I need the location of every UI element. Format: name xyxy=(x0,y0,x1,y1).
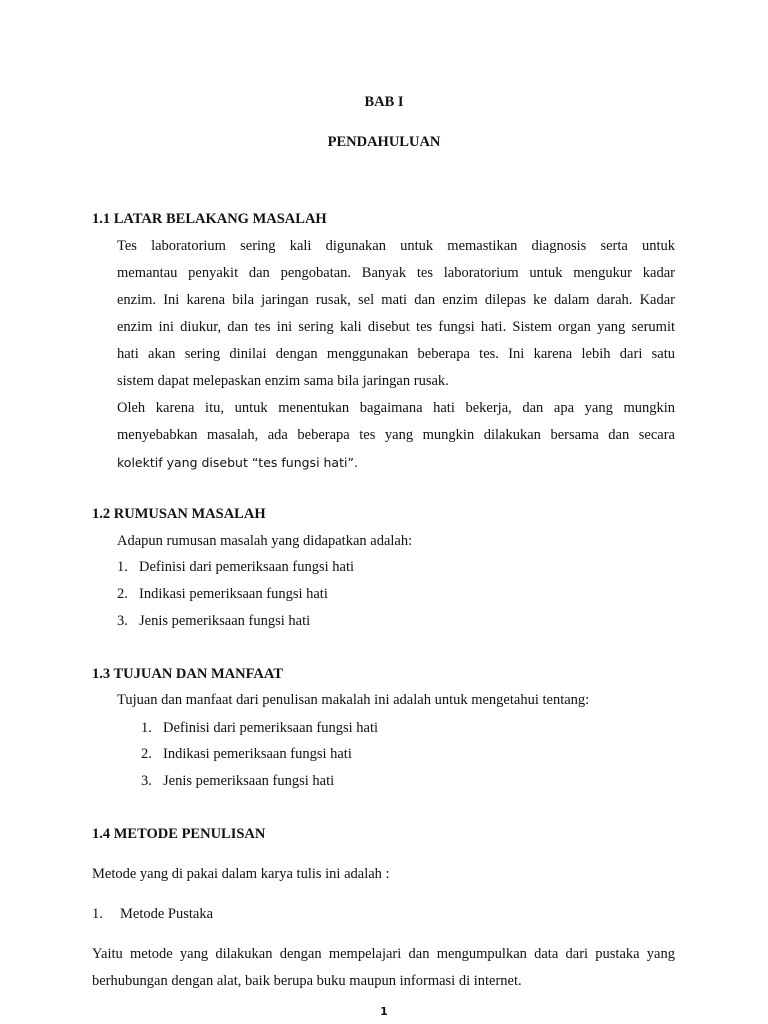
paragraph-line: menyebabkan masalah, ada beberapa tes yang mungkin dilakukan bersama dan secara xyxy=(117,427,675,443)
section-heading-tujuan-manfaat: 1.3 TUJUAN DAN MANFAAT xyxy=(92,666,283,682)
chapter-title: PENDAHULUAN xyxy=(327,134,441,150)
list-item-number: 2. xyxy=(117,586,128,602)
method-number: 1. xyxy=(92,906,103,922)
list-item xyxy=(141,746,352,763)
paragraph-line: sistem dapat melepaskan enzim sama bila jaringan rusak. xyxy=(117,373,449,389)
list-item-text: Jenis pemeriksaan fungsi hati xyxy=(163,773,335,789)
list-item-text: Indikasi pemeriksaan fungsi hati xyxy=(163,746,352,762)
section-intro: Adapun rumusan masalah yang didapatkan adalah: xyxy=(117,533,413,549)
list-item xyxy=(117,613,310,630)
paragraph-line: enzim. Ini karena bila jaringan rusak, sel mati dan enzim dilepas ke dalam darah. Kadar xyxy=(117,292,675,308)
chapter-label: BAB I xyxy=(364,94,404,110)
list-item-text: Indikasi pemeriksaan fungsi hati xyxy=(139,586,328,602)
method-name: Metode Pustaka xyxy=(120,906,214,922)
list-item-text: Definisi dari pemeriksaan fungsi hati xyxy=(163,720,379,736)
list-item-number: 1. xyxy=(141,720,152,736)
paragraph-line: memantau penyakit dan pengobatan. Banyak tes laboratorium untuk mengukur kadar xyxy=(117,265,675,281)
section-heading-rumusan-masalah: 1.2 RUMUSAN MASALAH xyxy=(92,506,266,522)
list-item xyxy=(141,773,334,790)
page-number: 1 xyxy=(380,1005,388,1018)
paragraph-line: hati akan sering dinilai dengan menggunakan beberapa tes. Ini karena lebih dari satu xyxy=(117,346,675,362)
section-intro: Metode yang di pakai dalam karya tulis ini adalah : xyxy=(92,866,390,882)
paragraph-line: enzim ini diukur, dan tes ini sering kali disebut tes fungsi hati. Sistem organ yang serumit xyxy=(117,319,675,335)
list-item xyxy=(117,586,328,603)
section-intro: Tujuan dan manfaat dari penulisan makalah ini adalah untuk mengetahui tentang: xyxy=(117,692,590,708)
paragraph-line: Yaitu metode yang dilakukan dengan mempelajari dan mengumpulkan data dari pustaka yang xyxy=(92,946,675,962)
list-item xyxy=(117,559,354,576)
list-item-number: 1. xyxy=(117,559,128,575)
paragraph-line: Tes laboratorium sering kali digunakan untuk memastikan diagnosis serta untuk xyxy=(117,238,675,254)
list-item-number: 3. xyxy=(141,773,152,789)
section-heading-metode-penulisan: 1.4 METODE PENULISAN xyxy=(92,826,266,842)
method-item xyxy=(92,906,213,923)
list-item xyxy=(141,720,378,737)
section-heading-latar-belakang: 1.1 LATAR BELAKANG MASALAH xyxy=(92,211,327,227)
list-item-number: 2. xyxy=(141,746,152,762)
list-item-text: Jenis pemeriksaan fungsi hati xyxy=(139,613,311,629)
list-item-text: Definisi dari pemeriksaan fungsi hati xyxy=(139,559,355,575)
paragraph-line: kolektif yang disebut “tes fungsi hati”. xyxy=(117,455,358,470)
paragraph-line: berhubungan dengan alat, baik berupa buku maupun informasi di internet. xyxy=(92,973,522,989)
list-item-number: 3. xyxy=(117,613,128,629)
paragraph-line: Oleh karena itu, untuk menentukan bagaimana hati bekerja, dan apa yang mungkin xyxy=(117,400,675,416)
